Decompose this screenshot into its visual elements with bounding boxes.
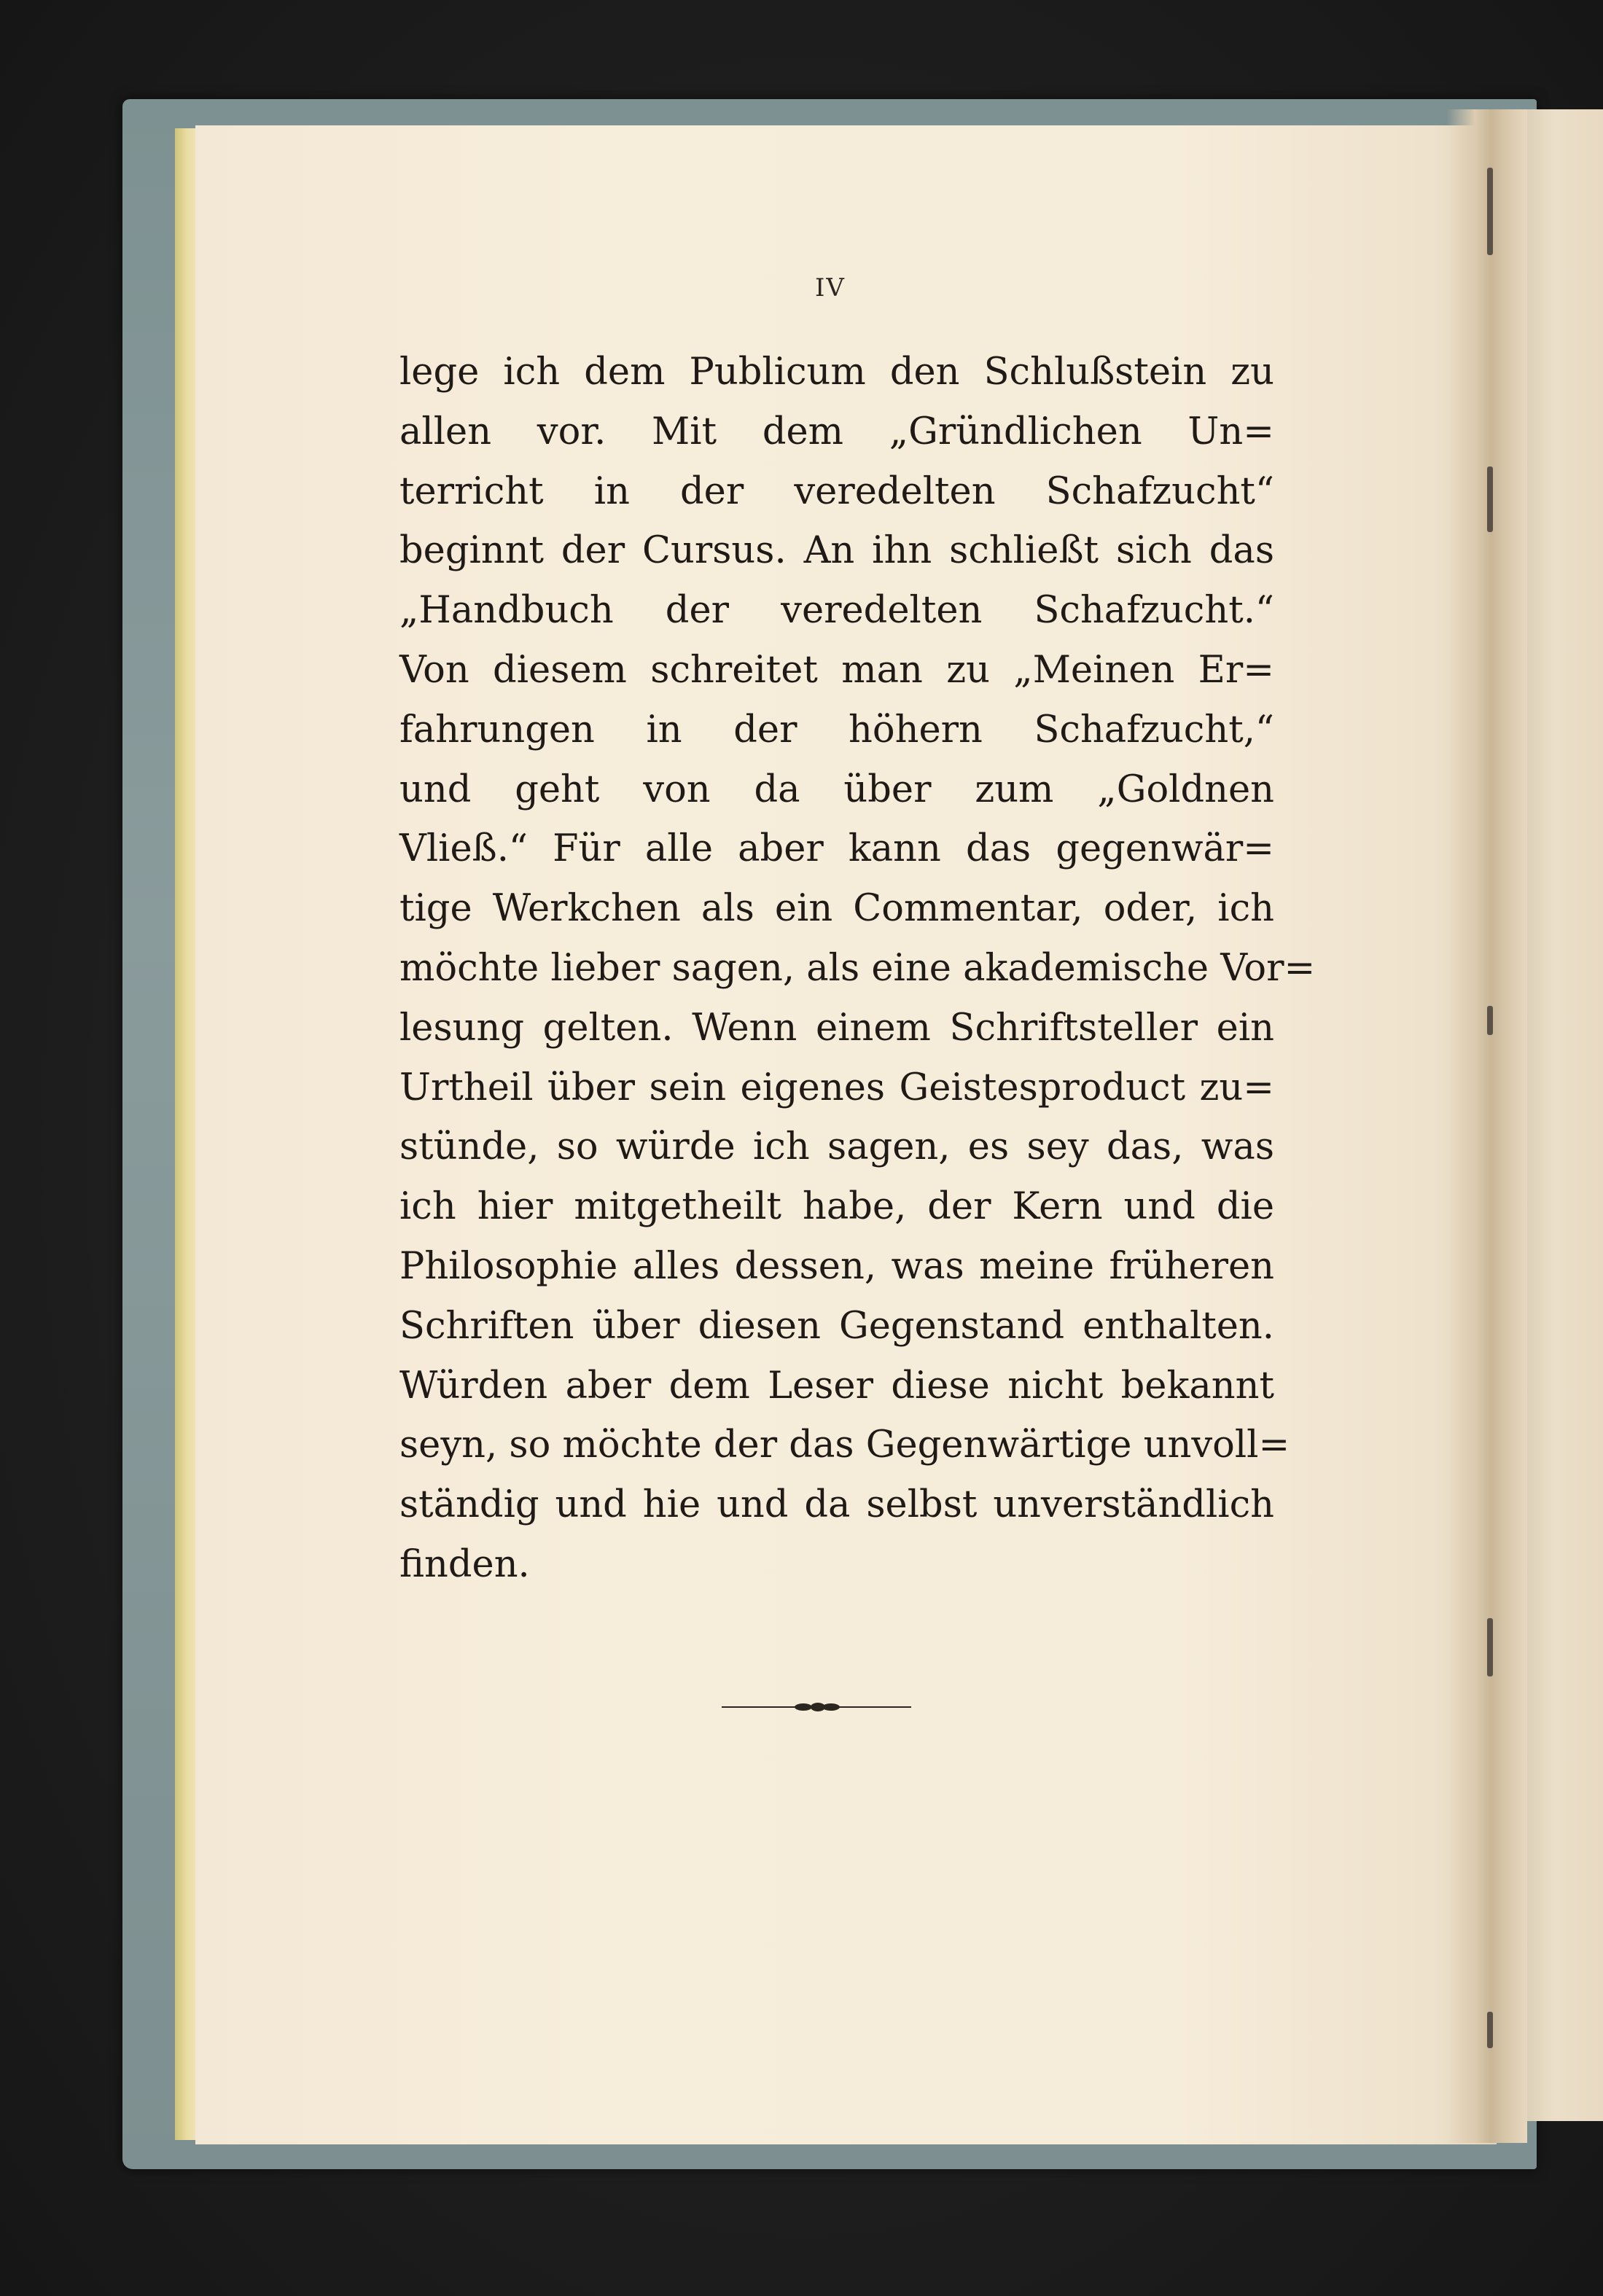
text-line: Urtheil über sein eigenes Geistesproduct zu= [399,1066,1274,1109]
text-line: seyn, so möchte der das Gegenwärtige unvoll= [399,1424,1290,1467]
text-line: Philosophie alles dessen, was meine früheren [399,1244,1274,1288]
binding-thread [1487,1006,1493,1035]
text-line: lege ich dem Publicum den Schlußstein zu [399,351,1274,394]
binding-thread [1487,2012,1493,2048]
binding-thread [1487,1618,1493,1676]
text-line: lesung gelten. Wenn einem Schriftsteller ein [399,1006,1274,1050]
binding-thread [1487,168,1493,255]
text-line: möchte lieber sagen, als eine akademische Vor= [399,946,1316,990]
text-line: und geht von da über zum „Goldnen [399,768,1274,811]
text-line: fahrungen in der höhern Schafzucht,“ [399,708,1274,751]
text-line: allen vor. Mit dem „Gründlichen Un= [399,410,1274,453]
text-line: Vließ.“ Für alle aber kann das gegenwär= [399,827,1274,871]
text-line: terricht in der veredelten Schafzucht“ [399,469,1274,513]
text-line: beginnt der Cursus. An ihn schließt sich das [399,529,1274,573]
ornament-divider [722,1698,911,1716]
page-number: IV [815,273,846,302]
page-gutter [1447,109,1527,2143]
text-line: tige Werkchen als ein Commentar, oder, ich [399,887,1274,931]
text-line: „Handbuch der veredelten Schafzucht.“ [399,589,1274,633]
text-line: finden. [399,1542,530,1586]
page-text [399,343,1316,1595]
facing-page-edge [1520,109,1603,2121]
text-line: Würden aber dem Leser diese nicht bekannt [399,1364,1274,1407]
text-line: ständig und hie und da selbst unverständlich [399,1483,1274,1527]
text-line: stünde, so würde ich sagen, es sey das, was [399,1125,1274,1169]
text-line: Von diesem schreitet man zu „Meinen Er= [399,648,1274,692]
text-line: Schriften über diesen Gegenstand enthalten. [399,1304,1274,1348]
binding-thread [1487,466,1493,532]
text-line: ich hier mitgetheilt habe, der Kern und die [399,1185,1274,1229]
